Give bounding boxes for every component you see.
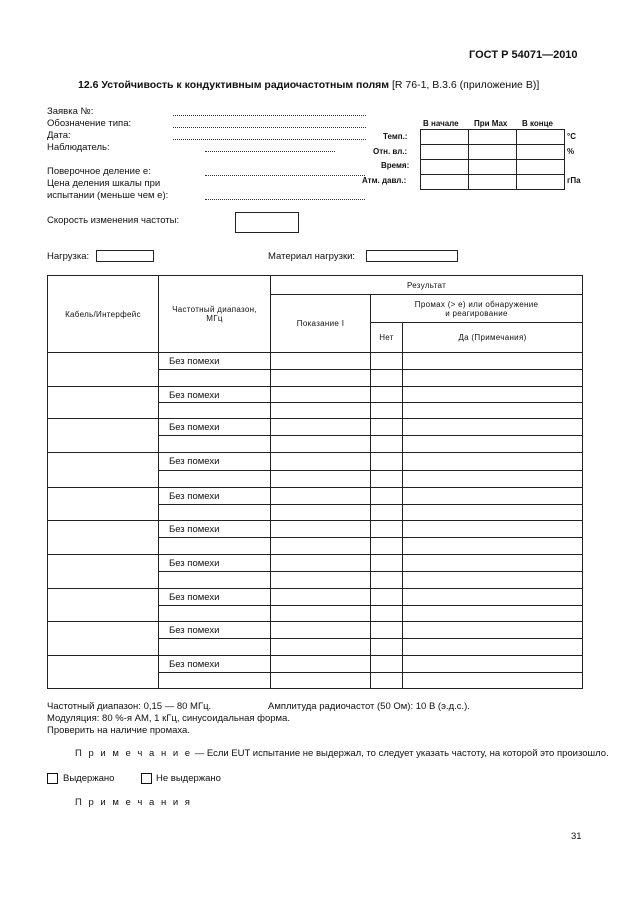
result-cell[interactable] <box>403 521 583 538</box>
scale-division-label-2: испытании (меньше чем e): <box>47 190 169 201</box>
cable-cell[interactable] <box>48 622 159 656</box>
note-body: — Если EUT испытание не выдержал, то следует указать частоту, на которой это произошло. <box>192 748 609 759</box>
result-cell[interactable] <box>403 538 583 555</box>
no-interference-cell: Без помехи <box>159 453 271 471</box>
result-cell[interactable] <box>403 606 583 622</box>
cable-cell[interactable] <box>48 453 159 488</box>
result-cell[interactable] <box>271 436 371 453</box>
result-cell[interactable] <box>403 436 583 453</box>
result-cell[interactable] <box>371 387 403 403</box>
col-no-header: Нет <box>371 323 403 353</box>
date-label: Дата: <box>47 130 71 141</box>
result-cell[interactable] <box>271 622 371 639</box>
result-cell[interactable] <box>371 572 403 589</box>
no-interference-cell: Без помехи <box>159 419 271 436</box>
env-col-start: В начале <box>423 119 459 128</box>
cable-cell[interactable] <box>48 488 159 521</box>
no-interference-cell: Без помехи <box>159 488 271 505</box>
result-cell[interactable] <box>403 403 583 419</box>
passed-checkbox[interactable] <box>47 773 58 784</box>
no-interference-cell: Без помехи <box>159 656 271 673</box>
env-row-pressure: Атм. давл.: <box>362 176 407 185</box>
result-cell[interactable] <box>403 453 583 471</box>
note-label: П р и м е ч а н и е <box>75 748 193 759</box>
observer-label: Наблюдатель: <box>47 142 110 153</box>
result-cell[interactable] <box>371 673 403 689</box>
environment-table <box>420 129 565 190</box>
result-cell[interactable] <box>371 353 403 370</box>
env-col-max: При Max <box>474 119 508 128</box>
table-row <box>48 353 583 370</box>
passed-label: Выдержано <box>63 773 115 784</box>
failed-checkbox[interactable] <box>141 773 152 784</box>
table-row <box>48 656 583 673</box>
unit-pressure: гПа <box>567 176 581 185</box>
result-cell[interactable] <box>403 353 583 370</box>
result-cell[interactable] <box>271 656 371 673</box>
section-title-bold: 12.6 Устойчивость к кондуктивным радиочастотным полям <box>78 79 390 91</box>
result-cell[interactable] <box>371 419 403 436</box>
result-cell[interactable] <box>371 606 403 622</box>
verification-division-field[interactable] <box>205 175 365 176</box>
result-cell[interactable] <box>159 505 271 521</box>
col-fault-header: Промах (> e) или обнаружение и реагирование <box>371 295 583 323</box>
result-cell[interactable] <box>271 387 371 403</box>
cable-cell[interactable] <box>48 555 159 589</box>
result-cell[interactable] <box>271 370 371 387</box>
frequency-range-text: Частотный диапазон: 0,15 — 80 МГц. <box>47 701 212 712</box>
observer-field[interactable] <box>205 151 335 152</box>
env-col-end: В конце <box>522 119 553 128</box>
col-yes-header: Да (Примечания) <box>403 323 583 353</box>
check-text: Проверить на наличие промаха. <box>47 725 190 736</box>
load-label: Нагрузка: <box>47 251 90 262</box>
result-cell[interactable] <box>159 436 271 453</box>
result-cell[interactable] <box>403 387 583 403</box>
table-row <box>48 589 583 606</box>
result-cell[interactable] <box>371 436 403 453</box>
load-material-label: Материал нагрузки: <box>268 251 356 262</box>
no-interference-cell: Без помехи <box>159 622 271 639</box>
env-row-humidity: Отн. вл.: <box>373 147 408 156</box>
table-row <box>48 488 583 505</box>
modulation-text: Модуляция: 80 %-я АМ, 1 кГц, синусоидальная форма. <box>47 713 290 724</box>
result-cell[interactable] <box>159 370 271 387</box>
no-interference-cell: Без помехи <box>159 387 271 403</box>
env-row-time: Время: <box>381 161 410 170</box>
date-field[interactable] <box>173 139 366 140</box>
scale-division-field[interactable] <box>205 199 365 200</box>
section-title <box>78 79 539 91</box>
result-cell[interactable] <box>159 403 271 419</box>
result-cell[interactable] <box>403 555 583 572</box>
col-freq-header: Частотный диапазон, МГц <box>159 276 271 353</box>
verification-division-label: Поверочное деление e: <box>47 166 151 177</box>
cable-cell[interactable] <box>48 419 159 453</box>
result-cell[interactable] <box>403 622 583 639</box>
standard-number: ГОСТ Р 54071—2010 <box>469 49 578 61</box>
result-cell[interactable] <box>271 471 371 488</box>
result-cell[interactable] <box>371 589 403 606</box>
result-cell[interactable] <box>271 419 371 436</box>
cable-cell[interactable] <box>48 589 159 622</box>
unit-temp: °C <box>567 132 576 141</box>
no-interference-cell: Без помехи <box>159 555 271 572</box>
col-result-header: Результат <box>271 276 583 295</box>
result-cell[interactable] <box>371 538 403 555</box>
result-cell[interactable] <box>271 538 371 555</box>
notes-heading: П р и м е ч а н и я <box>75 797 192 808</box>
table-row <box>48 453 583 471</box>
result-cell[interactable] <box>371 471 403 488</box>
note-text <box>75 748 609 759</box>
env-row-temp: Темп.: <box>383 132 408 141</box>
result-cell[interactable] <box>403 471 583 488</box>
result-cell[interactable] <box>403 505 583 521</box>
request-label: Заявка №: <box>47 106 94 117</box>
cable-cell[interactable] <box>48 521 159 555</box>
type-designation-label: Обозначение типа: <box>47 118 132 129</box>
load-box[interactable] <box>96 250 154 262</box>
request-field[interactable] <box>173 115 366 116</box>
results-table <box>47 275 583 689</box>
table-row <box>48 622 583 639</box>
result-cell[interactable] <box>271 403 371 419</box>
result-cell[interactable] <box>371 639 403 656</box>
result-cell[interactable] <box>271 453 371 471</box>
result-cell[interactable] <box>271 353 371 370</box>
amplitude-text: Амплитуда радиочастот (50 Ом): 10 В (э.д.с.). <box>268 701 470 712</box>
result-cell[interactable] <box>403 673 583 689</box>
result-cell[interactable] <box>159 639 271 656</box>
result-cell[interactable] <box>403 488 583 505</box>
result-cell[interactable] <box>271 555 371 572</box>
result-cell[interactable] <box>371 403 403 419</box>
result-cell[interactable] <box>403 589 583 606</box>
no-interference-cell: Без помехи <box>159 589 271 606</box>
result-cell[interactable] <box>371 622 403 639</box>
result-cell[interactable] <box>271 673 371 689</box>
table-row <box>48 419 583 436</box>
cable-cell[interactable] <box>48 387 159 419</box>
cable-cell[interactable] <box>48 656 159 689</box>
load-material-box[interactable] <box>366 250 458 262</box>
page-number: 31 <box>571 831 582 842</box>
result-cell[interactable] <box>371 505 403 521</box>
result-cell[interactable] <box>271 572 371 589</box>
result-cell[interactable] <box>371 656 403 673</box>
result-cell[interactable] <box>271 639 371 656</box>
result-cell[interactable] <box>403 656 583 673</box>
result-cell[interactable] <box>371 521 403 538</box>
type-designation-field[interactable] <box>173 127 366 128</box>
result-cell[interactable] <box>403 639 583 656</box>
table-body <box>48 353 583 689</box>
result-cell[interactable] <box>271 505 371 521</box>
failed-label: Не выдержано <box>156 773 221 784</box>
scale-division-label-1: Цена деления шкалы при <box>47 178 161 189</box>
result-cell[interactable] <box>271 589 371 606</box>
section-title-reference: [R 76-1, B.3.6 (приложение B)] <box>389 79 540 91</box>
result-cell[interactable] <box>371 555 403 572</box>
result-cell[interactable] <box>371 453 403 471</box>
result-cell[interactable] <box>159 673 271 689</box>
result-cell[interactable] <box>403 370 583 387</box>
result-cell[interactable] <box>403 419 583 436</box>
result-cell[interactable] <box>159 538 271 555</box>
table-row <box>48 521 583 538</box>
result-cell[interactable] <box>271 606 371 622</box>
no-interference-cell: Без помехи <box>159 521 271 538</box>
result-cell[interactable] <box>371 488 403 505</box>
table-row <box>48 555 583 572</box>
unit-humidity: % <box>567 147 575 156</box>
no-interference-cell: Без помехи <box>159 353 271 370</box>
result-cell[interactable] <box>159 606 271 622</box>
col-cable-header: Кабель/Интерфейс <box>48 276 159 353</box>
cable-cell[interactable] <box>48 353 159 387</box>
result-cell[interactable] <box>403 572 583 589</box>
result-cell[interactable] <box>159 572 271 589</box>
col-indication-header: Показание I <box>271 295 371 353</box>
frequency-rate-label: Скорость изменения частоты: <box>47 215 180 226</box>
result-cell[interactable] <box>371 370 403 387</box>
result-cell[interactable] <box>271 488 371 505</box>
frequency-rate-box[interactable] <box>235 212 299 233</box>
table-row <box>48 387 583 403</box>
result-cell[interactable] <box>271 521 371 538</box>
result-cell[interactable] <box>159 471 271 488</box>
